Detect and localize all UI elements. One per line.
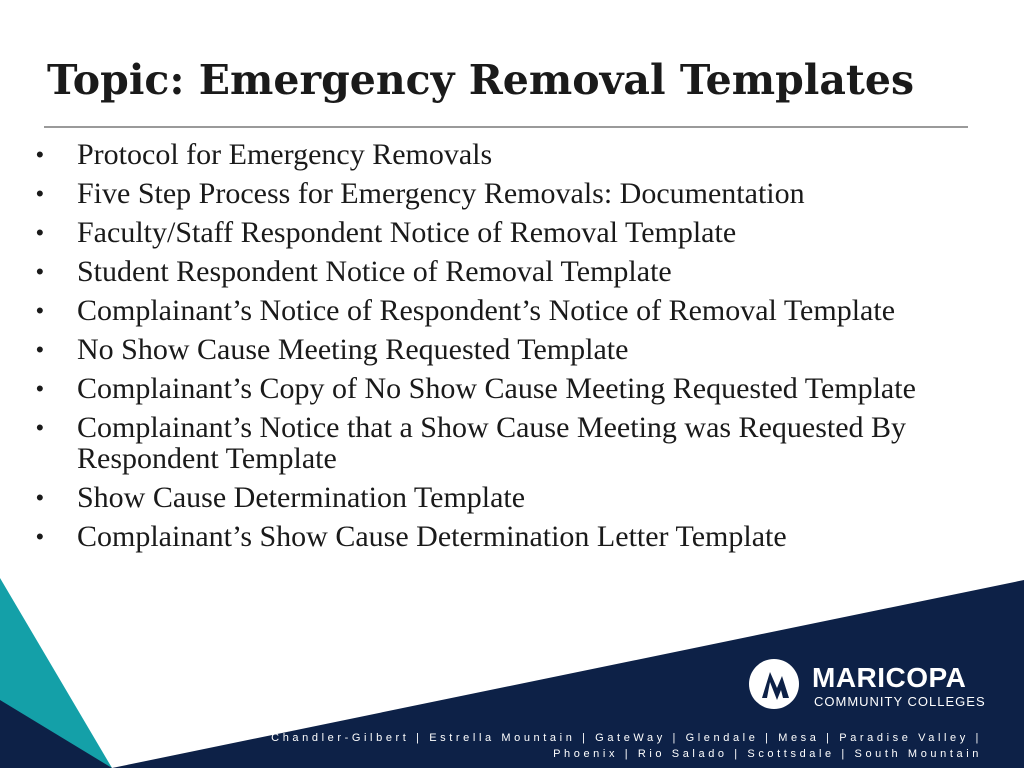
list-item [32,178,952,209]
bullet-text: Complainant’s Copy of No Show Cause Meeting Requested Template [77,372,916,405]
bullet-text: Five Step Process for Emergency Removals: Documentation [77,177,805,210]
bullet-icon: • [36,415,44,440]
campus-list-line-2: Phoenix | Rio Salado | Scottsdale | South Mountain [553,748,982,760]
bullet-text: Faculty/Staff Respondent Notice of Removal Template [77,216,737,249]
list-item [32,412,952,474]
list-item [32,373,952,404]
bullet-icon: • [36,220,44,245]
bullet-list [32,139,952,560]
bullet-icon: • [36,298,44,323]
list-item [32,295,952,326]
campus-list-line-1: Chandler-Gilbert | Estrella Mountain | GateWay | Glendale | Mesa | Paradise Valley | [271,732,982,744]
list-item [32,482,952,513]
bullet-icon: • [36,181,44,206]
bullet-icon: • [36,337,44,362]
maricopa-logo [748,658,988,718]
bullet-icon: • [36,376,44,401]
bullet-text: Complainant’s Notice of Respondent’s Notice of Removal Template [77,294,896,327]
bullet-text: Protocol for Emergency Removals [77,138,493,171]
slide-title: Topic: Emergency Removal Templates [47,56,915,104]
bullet-icon: • [36,142,44,167]
list-item [32,256,952,287]
bullet-text: No Show Cause Meeting Requested Template [77,333,629,366]
bullet-text: Show Cause Determination Template [77,481,526,514]
logo-subtitle: COMMUNITY COLLEGES [814,694,986,709]
bullet-icon: • [36,485,44,510]
logo-name: MARICOPA [812,662,967,693]
maricopa-emblem-icon [748,658,800,710]
bullet-text: Complainant’s Show Cause Determination Letter Template [77,520,787,553]
bullet-icon: • [36,259,44,284]
bullet-text: Student Respondent Notice of Removal Template [77,255,672,288]
list-item [32,334,952,365]
list-item [32,521,952,552]
bullet-icon: • [36,524,44,549]
list-item [32,139,952,170]
list-item [32,217,952,248]
bullet-text: Complainant’s Notice that a Show Cause Meeting was Requested By Respondent Template [77,411,907,475]
